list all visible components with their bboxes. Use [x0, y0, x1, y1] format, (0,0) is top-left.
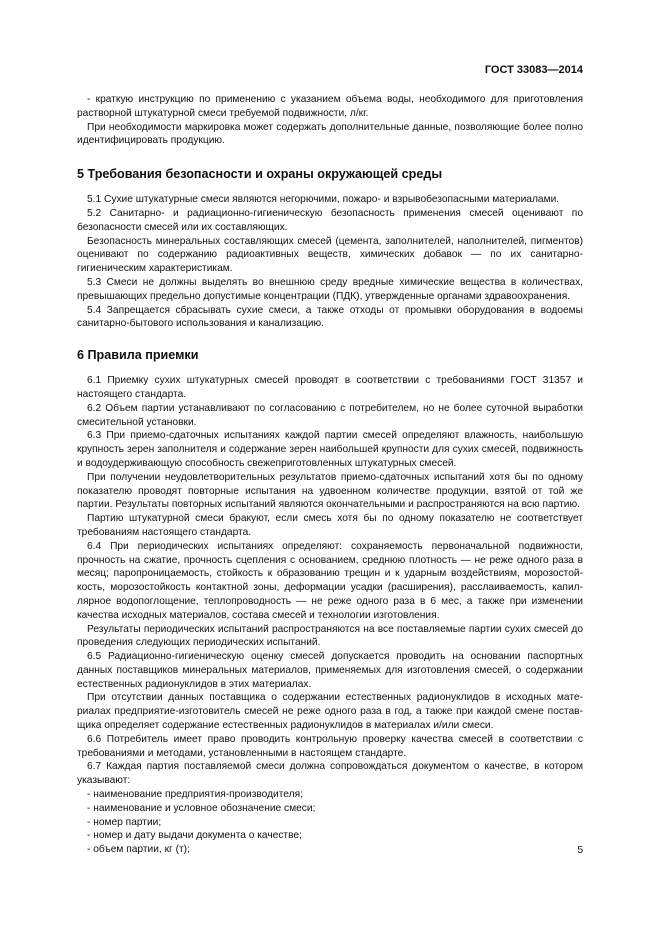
paragraph: 6.4 При периодических испытаниях определяют: сохраняемость первоначальной подвижности, прочность на сжатие, прочность сцепления с основанием, среднюю плотность — не реже одного раза в месяц; паропроницаемость, стойкость к образованию трещин и к ударным воздействиям, морозостойкость, морозостойкость контактной зоны, деформации усадки (расширения), расслаиваемость, капиллярное водопоглощение, теплопроводность — не реже одного раза в 6 мес, а также при изменении качества исходных материалов, состава смесей и технологии изготовления.: [77, 540, 583, 621]
list-item: - наименование и условное обозначение смеси;: [87, 802, 316, 814]
paragraph: При отсутствии данных поставщика о содержании естественных радионуклидов в исходных материалах предприятие-изготовитель смесей не реже одного раза в год, а также при каждой смене поставщика определяет содержание естественных радионуклидов в материалах и/или смеси.: [77, 692, 583, 732]
paragraph: 6.3 При приемо-сдаточных испытаниях каждой партии смесей определяют влажность, наибольшую крупность зерен заполнителя и содержание зерен наибольшей крупности для сухих смесей, подвижность и водоудерживающую способность свежеприготовленных штукатурных смесей.: [77, 430, 583, 469]
list-item: - номер и дату выдачи документа о качестве;: [87, 830, 302, 842]
list-item: - объем партии, кг (т);: [87, 844, 190, 856]
page-number: 5: [577, 845, 583, 856]
paragraph: 6.6 Потребитель имеет право проводить контрольную проверку качества смесей в соответствии с требованиями и методами, установленными в настоящем стандарте.: [77, 733, 583, 759]
paragraph: При получении неудовлетворительных результатов приемо-сдаточных испытаний хотя бы по одному показателю проводят повторные испытания на удвоенном количестве продукции, взятой от той же партии. Результаты повторных испытаний являются окончательными и распространяются на всю партию.: [77, 471, 583, 511]
document-number: ГОСТ 33083—2014: [484, 64, 583, 76]
list-item: - номер партии;: [87, 816, 162, 828]
paragraph: 5.3 Смеси не должны выделять во внешнюю среду вредные химические вещества в количествах, превышающих предельно допустимые концентрации (ПДК), утвержденные органами здравоохранения.: [77, 276, 583, 302]
paragraph: 6.2 Объем партии устанавливают по согласованию с потребителем, но не более суточной выработки смесительной установки.: [77, 402, 583, 428]
paragraph: Партию штукатурной смеси бракуют, если смесь хотя бы по одному показателю не соответствует требованиям настоящего стандарта.: [77, 513, 583, 538]
paragraph: 5.2 Санитарно- и радиационно-гигиеническую безопасность применения смесей оценивают по безопасности смесей или их составляющих.: [77, 207, 583, 233]
paragraph: Безопасность минеральных составляющих смесей (цемента, заполнителей, наполнителей, пигментов) оценивают по содержанию радиоактивных веществ, химических добавок — по их санитарно-гигиеническим характеристикам.: [77, 235, 583, 275]
section-6-heading: 6 Правила приемки: [77, 348, 199, 363]
paragraph: 6.1 Приемку сухих штукатурных смесей проводят в соответствии с требованиями ГОСТ 31357 и настоящего стандарта.: [77, 375, 583, 400]
list-item: - наименование предприятия-производителя;: [87, 789, 303, 801]
section-5-heading: 5 Требования безопасности и охраны окружающей среды: [77, 167, 443, 182]
page-content: [77, 93, 583, 857]
paragraph: 6.7 Каждая партия поставляемой смеси должна сопровождаться документом о качестве, в котором указывают:: [77, 761, 583, 787]
paragraph: 5.1 Сухие штукатурные смеси являются негорючими, пожаро- и взрывобезопасными материалами.: [87, 194, 560, 206]
paragraph: Результаты периодических испытаний распространяются на все поставляемые партии сухих смесей до проведения следующих периодических испытаний.: [77, 623, 583, 649]
paragraph: 6.5 Радиационно-гигиеническую оценку смесей допускается проводить на основании паспортных данных поставщиков минеральных материалов, применяемых для изготовления смесей, о содержании естественных радионуклидов в этих материалах.: [77, 651, 583, 690]
paragraph: 5.4 Запрещается сбрасывать сухие смеси, а также отходы от промывки оборудования в водоемы санитарно-бытового использования и канализацию.: [77, 304, 583, 330]
paragraph: - краткую инструкцию по применению с указанием объема воды, необходимого для приготовления растворной штукатурной смеси требуемой подвижности, л/кг.: [77, 94, 583, 119]
paragraph: При необходимости маркировка может содержать дополнительные данные, позволяющие более полно идентифицировать продукцию.: [77, 121, 583, 147]
